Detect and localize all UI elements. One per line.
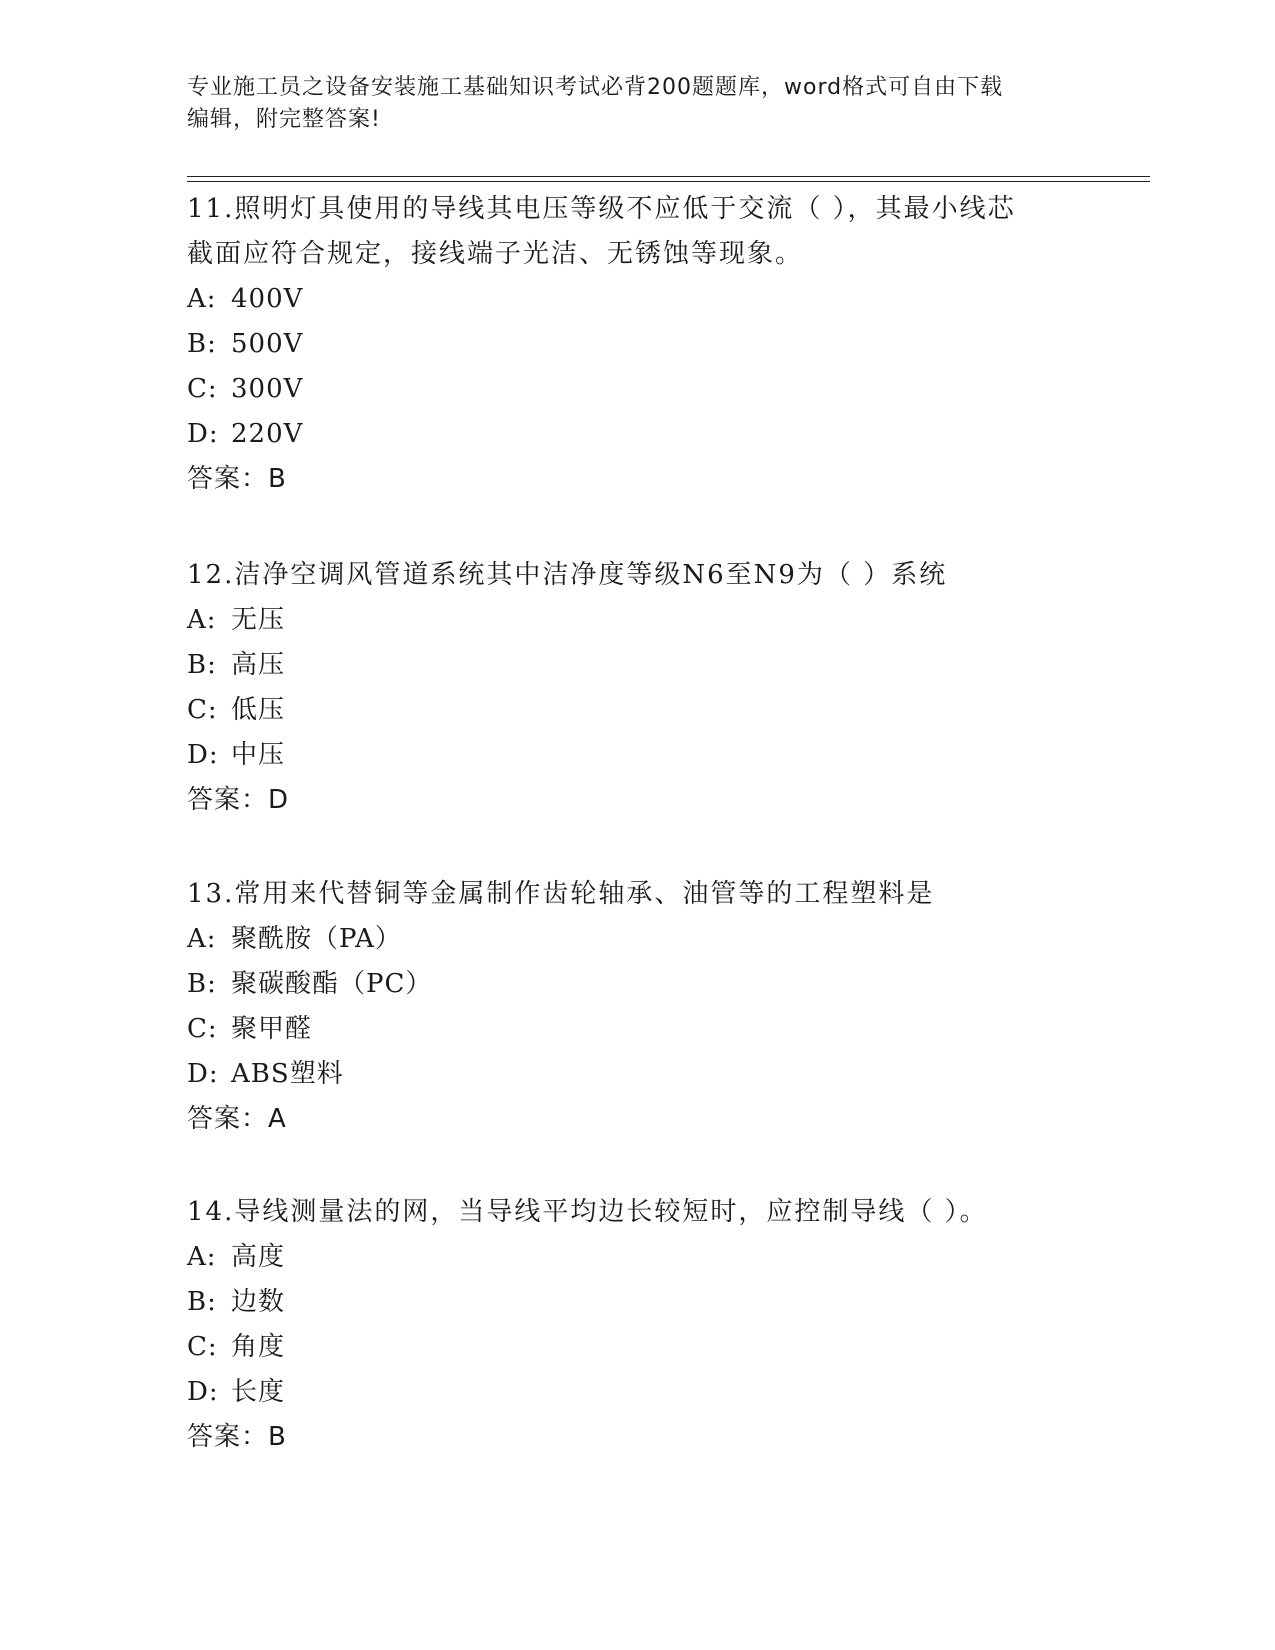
option-text: 聚酰胺（PA） [231, 924, 402, 954]
option-letter: C: [187, 1332, 218, 1362]
option-letter: D: [187, 419, 219, 449]
option-text: 400V [231, 284, 304, 314]
option-letter: A: [187, 284, 217, 314]
option-b [187, 643, 1067, 688]
option-b [187, 322, 1067, 367]
answer-label: 答案：A [187, 1104, 287, 1134]
option-letter: D: [187, 1377, 219, 1407]
option-text: 220V [231, 419, 304, 449]
option-c [187, 1325, 1067, 1370]
option-letter: D: [187, 1059, 219, 1089]
option-c [187, 367, 1067, 412]
option-text: 角度 [231, 1332, 286, 1362]
question-stem-continued: 截面应符合规定，接线端子光洁、无锈蚀等现象。 [187, 239, 804, 269]
option-text: 边数 [231, 1287, 286, 1317]
option-a [187, 917, 1067, 962]
option-c [187, 688, 1067, 733]
question-12 [187, 553, 1067, 823]
question-stem: 12.洁净空调风管道系统其中洁净度等级N6至N9为（ ）系统 [187, 560, 948, 590]
option-d [187, 733, 1067, 778]
option-letter: A: [187, 1242, 217, 1272]
option-text: 聚甲醛 [231, 1014, 313, 1044]
option-a [187, 598, 1067, 643]
option-text: 500V [231, 329, 304, 359]
header-divider-top [187, 176, 1150, 177]
option-letter: B: [187, 969, 217, 999]
option-letter: C: [187, 1014, 218, 1044]
option-b [187, 962, 1067, 1007]
option-d [187, 1370, 1067, 1415]
option-letter: A: [187, 605, 217, 635]
option-text: 无压 [231, 605, 286, 635]
option-text: 聚碳酸酯（PC） [231, 969, 433, 999]
question-stem: 14.导线测量法的网，当导线平均边长较短时，应控制导线（ ）。 [187, 1197, 988, 1227]
option-d [187, 412, 1067, 457]
header-line-2: 编辑，附完整答案! [187, 107, 381, 132]
option-letter: D: [187, 740, 219, 770]
answer-label: 答案：B [187, 464, 287, 494]
option-text: 中压 [231, 740, 286, 770]
answer-label: 答案：D [187, 785, 290, 815]
option-letter: C: [187, 374, 218, 404]
option-text: ABS塑料 [231, 1059, 344, 1089]
option-letter: B: [187, 329, 217, 359]
option-text: 高压 [231, 650, 286, 680]
answer-label: 答案：B [187, 1422, 287, 1452]
question-14 [187, 1190, 1067, 1460]
option-a [187, 277, 1067, 322]
option-letter: C: [187, 695, 218, 725]
option-letter: B: [187, 650, 217, 680]
header-line-1: 专业施工员之设备安装施工基础知识考试必背200题题库，word格式可自由下载 [187, 75, 1004, 100]
option-text: 高度 [231, 1242, 286, 1272]
question-13 [187, 872, 1067, 1142]
question-stem: 13.常用来代替铜等金属制作齿轮轴承、油管等的工程塑料是 [187, 879, 935, 909]
option-text: 低压 [231, 695, 286, 725]
option-b [187, 1280, 1067, 1325]
document-header [187, 72, 1067, 136]
option-a [187, 1235, 1067, 1280]
option-text: 长度 [231, 1377, 286, 1407]
option-text: 300V [231, 374, 304, 404]
option-letter: A: [187, 924, 217, 954]
question-stem: 11.照明灯具使用的导线其电压等级不应低于交流（ ），其最小线芯 [187, 194, 1016, 224]
option-c [187, 1007, 1067, 1052]
option-d [187, 1052, 1067, 1097]
header-divider-bottom [187, 181, 1150, 182]
option-letter: B: [187, 1287, 217, 1317]
question-11 [187, 187, 1067, 502]
